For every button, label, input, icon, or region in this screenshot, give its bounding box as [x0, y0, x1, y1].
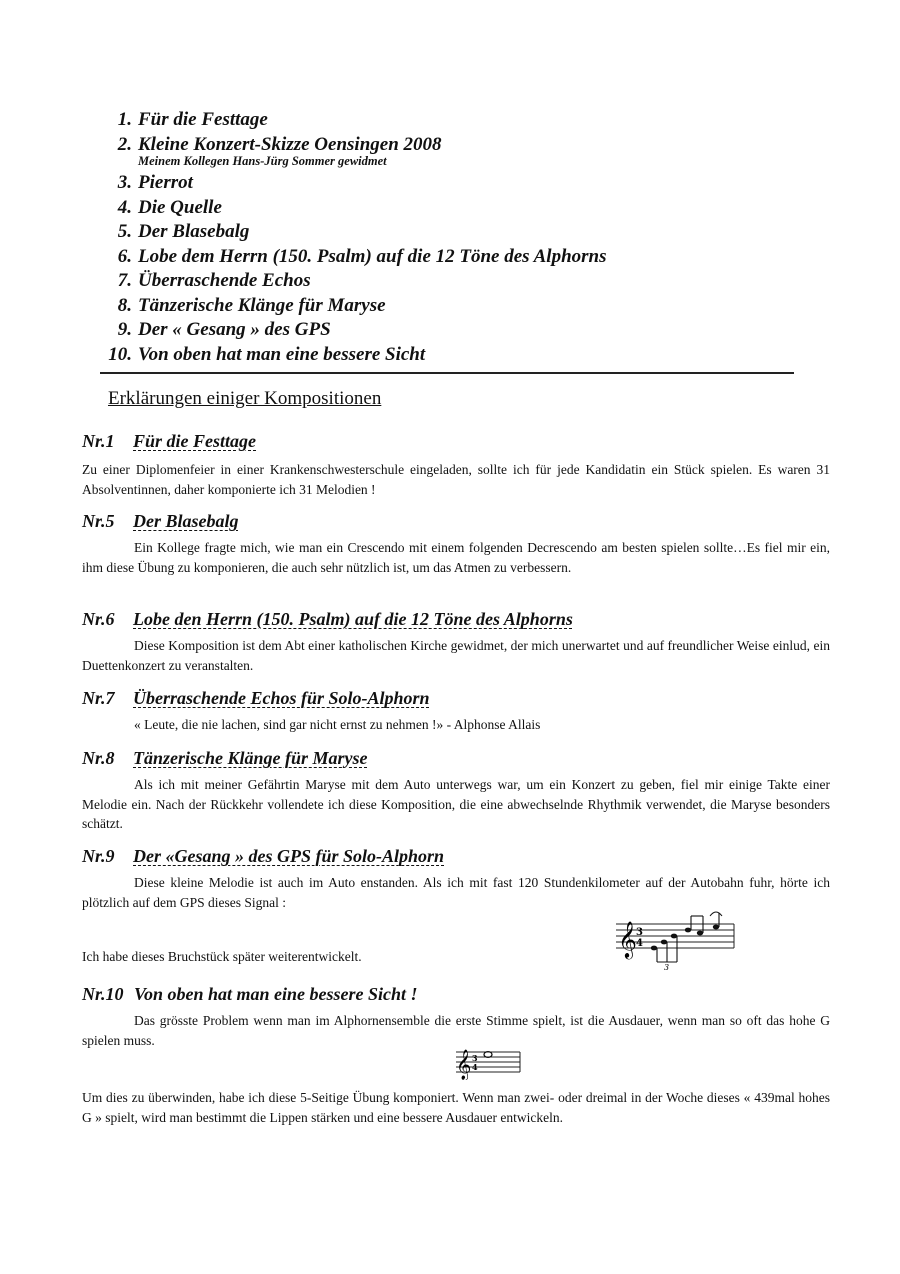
time-signature: 3	[472, 1053, 478, 1063]
section-paragraph: Zu einer Diplomenfeier in einer Krankenschwesterschule eingeladen, sollte ich für jede Kandidatin ein Stück spielen. Es waren 31 Absolventinnen, daher komponierte ich 31 Melodien !	[82, 462, 830, 497]
toc-title: Der Blasebalg	[138, 221, 250, 242]
triplet-mark: 3	[664, 963, 670, 970]
fermata-icon	[710, 912, 722, 916]
section-nr8	[82, 747, 830, 834]
explanations-heading: Erklärungen einiger Kompositionen	[108, 388, 382, 409]
time-signature: 3	[636, 927, 643, 938]
toc-title: Von oben hat man eine bessere Sicht	[138, 343, 426, 365]
toc-number: 3.	[117, 172, 132, 193]
section-number: Nr.9	[82, 846, 115, 866]
music-note	[484, 1052, 492, 1058]
section-heading	[82, 845, 830, 867]
toc-number: 10.	[108, 343, 132, 365]
section-paragraph: Ich habe dieses Bruchstück später weiterentwickelt.	[82, 949, 362, 964]
toc-title: Pierrot	[138, 172, 193, 193]
toc-item	[96, 196, 816, 221]
toc-item	[96, 171, 816, 196]
section-title: Für die Festtage	[133, 431, 257, 451]
section-title: Lobe den Herrn (150. Psalm) auf die 12 Töne des Alphorns	[133, 609, 573, 629]
section-title: Tänzerische Klänge für Maryse	[133, 748, 368, 768]
section-heading	[82, 608, 830, 630]
music-notation-gps	[612, 910, 742, 970]
section-nr5	[82, 510, 830, 577]
treble-clef-icon: 𝄞	[456, 1050, 472, 1080]
toc-item	[96, 108, 816, 133]
toc-number: 6.	[117, 245, 132, 267]
toc-title: Überraschende Echos	[138, 270, 311, 291]
toc-item	[96, 318, 816, 343]
section-paragraph: Als ich mit meiner Gefährtin Maryse mit dem Auto unterwegs war, um ein Konzert zu geben, fiel mir einige Takte einer Melodie ein. Nach der Rückkehr vollendete ich diese Komposition, die eine abwechselnde Rhythmik verwendet, die Maryse besonders schätzt.	[82, 777, 830, 831]
section-title: Der Blasebalg	[133, 511, 239, 531]
toc-item	[96, 294, 816, 319]
toc-list	[96, 108, 816, 367]
toc-title: Die Quelle	[138, 196, 222, 218]
toc-number: 5.	[117, 221, 132, 242]
section-nr6	[82, 608, 830, 675]
toc-title: Tänzerische Klänge für Maryse	[138, 294, 386, 316]
time-signature: 4	[472, 1062, 478, 1072]
toc-title: Kleine Konzert-Skizze Oensingen 2008	[138, 133, 442, 155]
section-heading	[82, 430, 830, 452]
section-number: Nr.1	[82, 431, 115, 451]
section-paragraph: Um dies zu überwinden, habe ich diese 5-Seitige Übung komponiert. Wenn man zwei- oder dreimal in der Woche dieses « 439mal hohes G » spielt, wird man bestimmt die Lippen stärken und eine bessere Ausdauer entwickeln.	[82, 1090, 830, 1125]
section-number: Nr.10	[82, 984, 124, 1004]
section-nr9	[82, 845, 830, 912]
toc-number: 8.	[117, 294, 132, 316]
toc-title: Lobe dem Herrn (150. Psalm) auf die 12 Töne des Alphorns	[138, 245, 607, 267]
toc-number: 1.	[117, 109, 132, 130]
note-stems	[657, 913, 719, 962]
toc-item	[96, 245, 816, 270]
music-notation-high-g	[452, 1044, 524, 1080]
section-number: Nr.6	[82, 609, 115, 629]
toc-title: Der « Gesang » des GPS	[138, 319, 331, 340]
section-paragraph: « Leute, die nie lachen, sind gar nicht ernst zu nehmen !» - Alphonse Allais	[134, 717, 541, 732]
section-title: Überraschende Echos für Solo-Alphorn	[133, 688, 430, 708]
toc-number: 9.	[117, 319, 132, 340]
section-heading	[82, 687, 830, 709]
section-heading	[82, 983, 830, 1005]
section-title: Der «Gesang » des GPS für Solo-Alphorn	[133, 846, 445, 866]
section-number: Nr.5	[82, 511, 115, 531]
toc-item	[96, 343, 816, 368]
toc-item	[96, 269, 816, 294]
section-paragraph: Das grösste Problem wenn man im Alphornensemble die erste Stimme spielt, ist die Ausdauer, wenn man so oft das hohe G spielen muss.	[82, 1013, 830, 1048]
toc-number: 4.	[117, 196, 132, 218]
toc-item	[96, 220, 816, 245]
section-paragraph: Ein Kollege fragte mich, wie man ein Crescendo mit einem folgenden Decrescendo am besten spielen sollte…Es fiel mir ein, ihm diese Übung zu komponieren, die auch sehr nützlich ist, um das Atmen zu verbessern.	[82, 540, 830, 575]
toc-number: 7.	[117, 270, 132, 291]
toc-dedication: Meinem Kollegen Hans-Jürg Sommer gewidmet	[138, 154, 387, 168]
section-heading	[82, 747, 830, 769]
section-paragraph: Diese Komposition ist dem Abt einer katholischen Kirche gewidmet, der mich unerwartet und auf freundlicher Weise einlud, ein Duettenkonzert zu veranstalten.	[82, 638, 830, 673]
divider	[100, 372, 794, 374]
time-signature: 4	[636, 938, 643, 949]
section-number: Nr.7	[82, 688, 115, 708]
section-paragraph: Diese kleine Melodie ist auch im Auto enstanden. Als ich mit fast 120 Stundenkilometer auf der Autobahn fuhr, hörte ich plötzlich auf dem GPS dieses Signal :	[82, 875, 830, 910]
section-heading	[82, 510, 830, 532]
section-title: Von oben hat man eine bessere Sicht !	[134, 984, 418, 1004]
section-nr10	[82, 983, 830, 1050]
section-nr1	[82, 430, 830, 499]
toc-title: Für die Festtage	[138, 109, 268, 130]
section-nr7	[82, 687, 830, 735]
treble-clef-icon: 𝄞	[618, 920, 637, 958]
section-number: Nr.8	[82, 748, 115, 768]
toc-number: 2.	[117, 133, 132, 155]
music-notes	[651, 925, 719, 951]
